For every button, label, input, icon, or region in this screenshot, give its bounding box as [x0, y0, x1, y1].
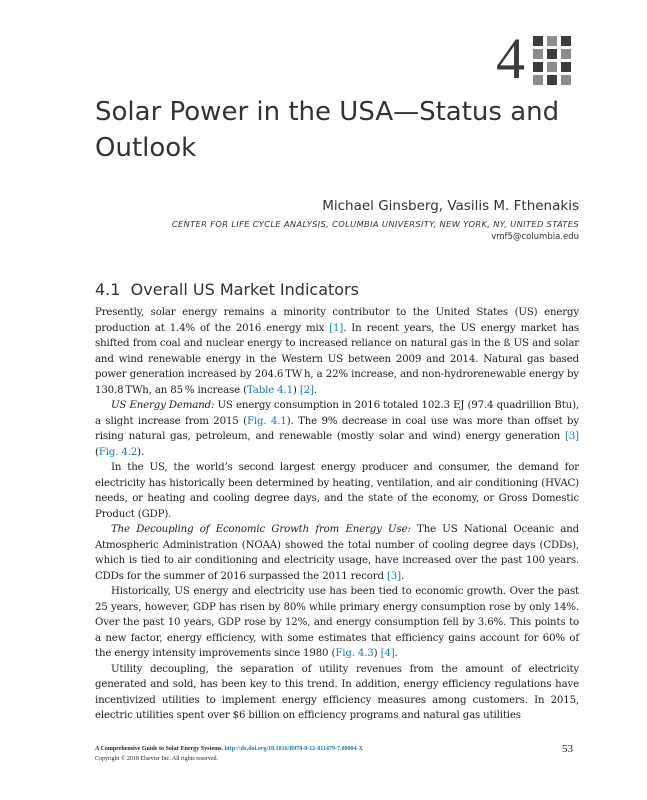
figure-link[interactable]: Fig. 4.2 [98, 446, 138, 458]
section-number: 4.1 [95, 280, 121, 299]
section-title: Overall US Market Indicators [130, 280, 359, 299]
paragraph: Presently, solar energy remains a minority contributor to the United States (US) energy production at 1.4% of the 2016 energy mix [1]. In recent years, the US energy market has shifted from coal and nuclear energy to increased reliance on natural gas in the ß US and solar and wind renewable energy in the Western US between 2009 and 2014. Natural gas based power generation increased by 204.6 TW h, a 22% increase, and non-hydrorenewable energy by 130.8 TWh, an 85 % increase (Table 4.1) [2]. [95, 307, 579, 396]
table-link[interactable]: Table 4.1 [246, 384, 293, 396]
book-title: A Comprehensive Guide to Solar Energy Systems. [95, 746, 223, 752]
paragraph: Utility decoupling, the separation of utility revenues from the amount of electricity generated and sold, has been key to this trend. In addition, energy efficiency regulations have incentivized utilities to implement energy efficiency measures among customers. In 2015, electric utilities spent over $6 billion on efficiency programs and natural gas utilities [95, 663, 579, 721]
copyright: Copyright © 2018 Elsevier Inc. All rights reserved. [95, 756, 219, 762]
page-number: 53 [562, 743, 573, 755]
paragraph: US Energy Demand: US energy consumption in 2016 totaled 102.3 EJ (97.4 quadrillion Btu), a slight increase from 2015 (Fig. 4.1). The 9% decrease in coal use was more than offset by rising natural gas, petroleum, and renewable (mostly solar and wind) energy generation [3] (Fig. 4.2). [95, 400, 579, 458]
reference-link[interactable]: [3] [565, 431, 579, 442]
chapter-number: 4 [496, 26, 525, 91]
paragraph-lead: The Decoupling of Economic Growth from Energy Use: [111, 524, 411, 535]
paragraph-lead: US Energy Demand: [111, 400, 215, 411]
reference-link[interactable]: [1] [329, 322, 344, 334]
authors: Michael Ginsberg, Vasilis M. Fthenakis [322, 198, 579, 214]
author-email[interactable]: vmf5@columbia.edu [491, 232, 579, 242]
doi-link[interactable]: http://dx.doi.org/10.1016/B978-0-12-811479-7.00004-X [224, 746, 363, 752]
reference-link[interactable]: [2] [299, 384, 314, 396]
paragraph: In the US, the world’s second largest energy producer and consumer, the demand for electricity has historically been determined by heating, ventilation, and air conditioning (HVAC) needs, or heating and cooling degree days, and the state of the economy, or Gross Domestic Product (GDP). [95, 462, 579, 520]
figure-link[interactable]: Fig. 4.1 [246, 415, 287, 427]
section-heading [95, 280, 359, 300]
chapter-title: Solar Power in the USA—Status and Outlook [95, 97, 560, 163]
paragraph: The Decoupling of Economic Growth from Energy Use: The US National Oceanic and Atmospheric Administration (NOAA) showed the total number of cooling degree days (CDDs), which is tied to air conditioning and electricity usage, have increased over the past 100 years. CDDs for the summer of 2016 surpassed the 2011 record [3]. [95, 524, 579, 582]
affiliation: CENTER FOR LIFE CYCLE ANALYSIS, COLUMBIA UNIVERSITY, NEW YORK, NY, UNITED STATES [171, 219, 579, 229]
chapter-ornament-icon [533, 36, 571, 85]
reference-link[interactable]: [4] [380, 648, 395, 659]
figure-link[interactable]: Fig. 4.3 [335, 648, 374, 659]
body-text [95, 305, 579, 724]
page-footer [95, 744, 363, 764]
paragraph: Historically, US energy and electricity use has been tied to economic growth. Over the past 25 years, however, GDP has risen by 80% while primary energy consumption rose by only 14%. Over the past 10 years, GDP rose by 12%, and energy consumption fell by 3.6%. This points to a new factor, energy efficiency, with some estimates that efficiency gains account for 60% of the energy intensity improvements since 1980 (Fig. 4.3) [4]. [95, 586, 579, 659]
reference-link[interactable]: [3] [386, 570, 401, 582]
